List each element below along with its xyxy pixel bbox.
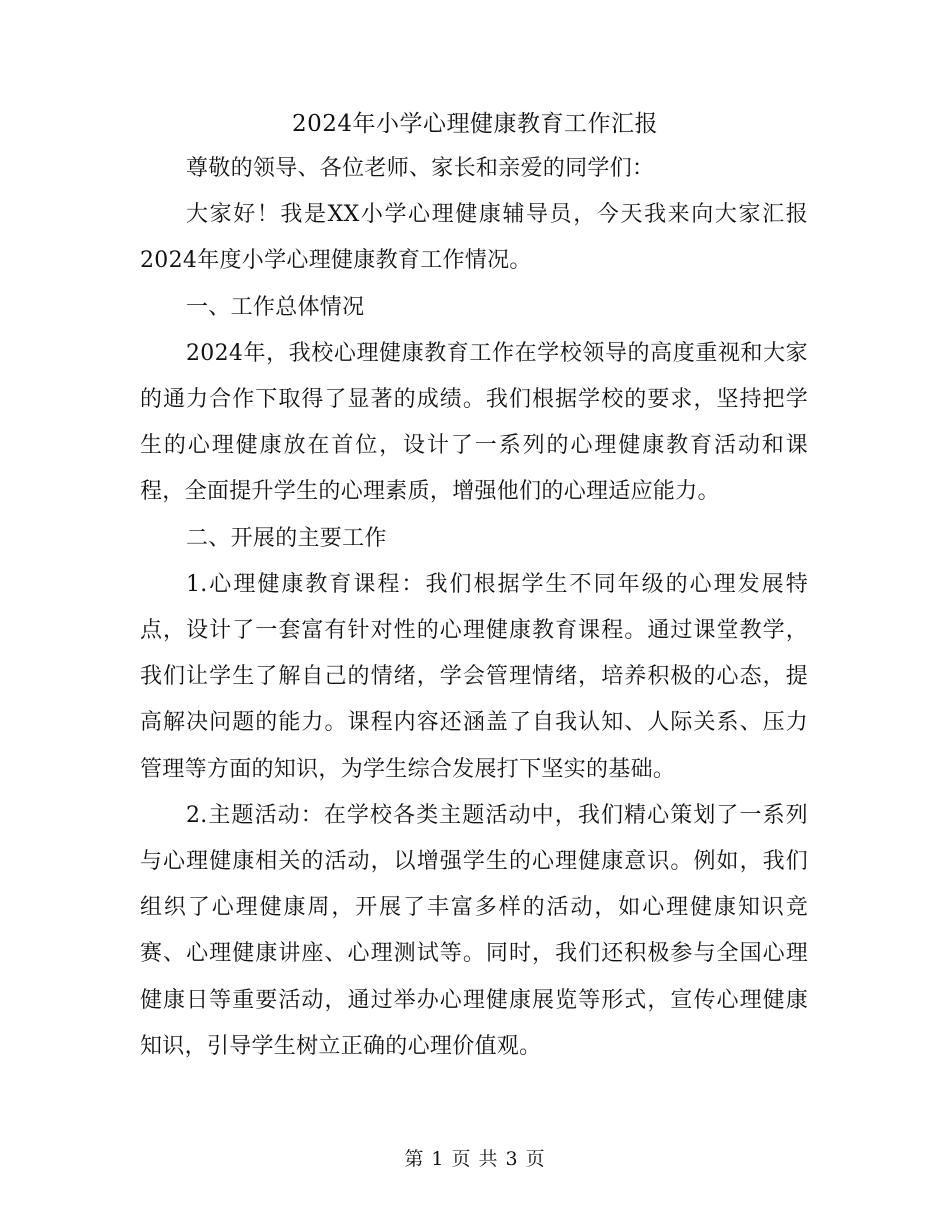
section-heading-main-work: 二、开展的主要工作 — [186, 525, 387, 551]
greeting-paragraph: 尊敬的领导、各位老师、家长和亲爱的同学们： — [186, 156, 655, 181]
section-heading-overview: 一、工作总体情况 — [186, 294, 365, 320]
overview-paragraph: 2024年，我校心理健康教育工作在学校领导的高度重视和大家的通力合作下取得了显著的成绩。我们根据学校的要求，坚持把学生的心理健康放在首位，设计了一系列的心理健康教育活动和课程，全面提升学生的心理素质，增强他们的心理适应能力。 — [140, 340, 808, 505]
activity-paragraph: 2.主题活动：在学校各类主题活动中，我们精心策划了一系列与心理健康相关的活动，以增强学生的心理健康意识。例如，我们组织了心理健康周，开展了丰富多样的活动，如心理健康知识竞赛、心理健康讲座、心理测试等。同时，我们还积极参与全国心理健康日等重要活动，通过举办心理健康展览等形式，宣传心理健康知识，引导学生树立正确的心理价值观。 — [140, 802, 808, 1059]
page-number-footer: 第 1 页 共 3 页 — [404, 1148, 546, 1170]
document-title: 2024年小学心理健康教育工作汇报 — [291, 111, 659, 137]
document-body — [140, 146, 808, 1070]
intro-paragraph: 大家好！我是XX小学心理健康辅导员，今天我来向大家汇报2024年度小学心理健康教育工作情况。 — [140, 202, 808, 274]
course-paragraph: 1.心理健康教育课程：我们根据学生不同年级的心理发展特点，设计了一套富有针对性的心理健康教育课程。通过课堂教学，我们让学生了解自己的情绪，学会管理情绪，培养积极的心态，提高解决问题的能力。课程内容还涵盖了自我认知、人际关系、压力管理等方面的知识，为学生综合发展打下坚实的基础。 — [140, 571, 808, 782]
